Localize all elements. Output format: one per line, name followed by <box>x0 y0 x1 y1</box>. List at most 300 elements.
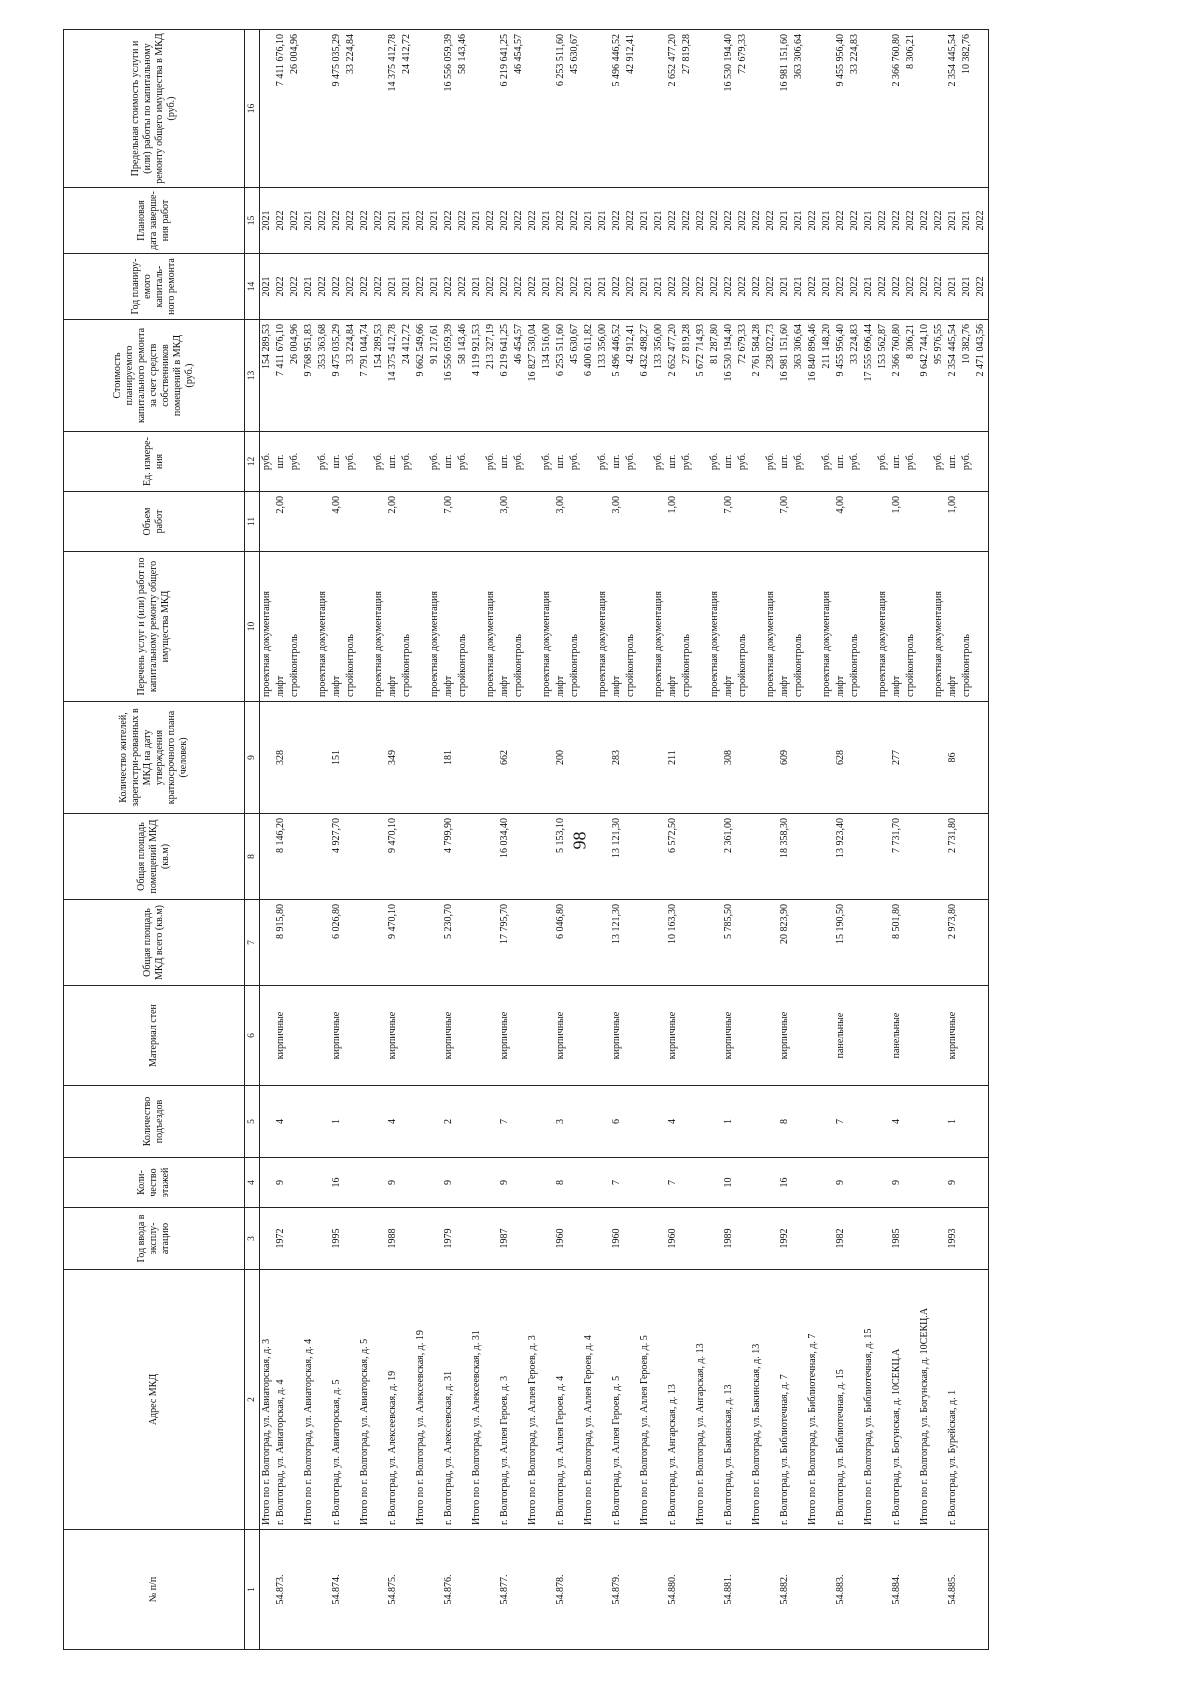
repair-year: 2021 <box>387 276 398 297</box>
address-cell <box>722 1270 778 1530</box>
empty-line <box>932 496 946 547</box>
total-area-cell <box>946 900 989 986</box>
empty-line <box>708 1090 722 1153</box>
unit: руб. <box>485 452 496 471</box>
repair-cost: 154 289,53 <box>261 324 272 369</box>
empty-line <box>372 1090 386 1153</box>
empty-line <box>764 904 778 981</box>
work-type: лифт <box>555 675 566 697</box>
empty-line <box>470 1534 484 1645</box>
completion-date-cell <box>330 188 386 254</box>
repair-year: 2022 <box>835 276 846 297</box>
completion-date-cell <box>386 188 442 254</box>
limit-cost: 45 630,67 <box>569 34 580 74</box>
total-area: 6 026,80 <box>331 904 342 939</box>
work-type: стройконтроль <box>401 634 412 697</box>
empty-line <box>624 1090 638 1153</box>
empty-line <box>512 1090 526 1153</box>
completion-date-cell <box>722 188 778 254</box>
empty-line <box>372 1534 386 1645</box>
empty-line <box>582 436 596 487</box>
work-volume <box>792 496 806 547</box>
total-area: 15 190,50 <box>835 904 846 944</box>
address-cell <box>554 1270 610 1530</box>
wall-material: кирпичные <box>331 1011 342 1060</box>
repair-year: 2021 <box>303 276 314 297</box>
wall-material-cell <box>386 986 442 1086</box>
work-type-cell <box>554 552 610 702</box>
year-built-cell <box>498 1208 554 1270</box>
repair-cost: 6 219 641,25 <box>499 324 510 377</box>
empty-line <box>302 496 316 547</box>
repair-year-cell <box>666 254 722 320</box>
limit-cost: 14 375 412,78 <box>387 34 398 92</box>
completion-date: 2022 <box>835 210 846 231</box>
empty-line <box>820 1212 834 1265</box>
year-built: 1979 <box>443 1228 454 1249</box>
floors-count-cell <box>778 1158 834 1208</box>
entrances-count: 6 <box>611 1119 622 1124</box>
total-area-cell <box>554 900 610 986</box>
residents-count: 211 <box>667 750 678 765</box>
empty-line <box>372 990 386 1081</box>
work-volume-cell <box>610 492 666 552</box>
repair-cost: 2 366 760,80 <box>891 324 902 377</box>
column-header: Стоимость планируемого капитального ремонта за счет средств собственников помещений в МКД (руб.) <box>64 320 245 432</box>
rooms-area: 13 923,40 <box>835 818 846 858</box>
table-row <box>442 30 498 1650</box>
limit-cost: 16 530 194,40 <box>723 34 734 92</box>
empty-line <box>820 990 834 1081</box>
empty-line <box>974 904 988 981</box>
work-type: стройконтроль <box>457 634 468 697</box>
unit: руб. <box>597 452 608 471</box>
work-type: стройконтроль <box>345 634 356 697</box>
empty-line <box>638 34 652 183</box>
empty-line <box>918 556 932 697</box>
empty-line <box>876 1274 890 1525</box>
empty-line <box>750 990 764 1081</box>
empty-line <box>806 1162 820 1203</box>
empty-line <box>876 1534 890 1645</box>
empty-line <box>736 990 750 1081</box>
completion-date-cell <box>260 188 275 254</box>
unit: шт. <box>443 454 454 469</box>
repair-year: 2021 <box>261 276 272 297</box>
repair-year: 2022 <box>569 276 580 297</box>
limit-cost: 33 224,83 <box>849 34 860 74</box>
repair-cost: 133 356,00 <box>597 324 608 369</box>
limit-cost: 27 819,28 <box>681 34 692 74</box>
work-volume-cell <box>946 492 989 552</box>
entrances-count: 4 <box>387 1119 398 1124</box>
completion-date: 2022 <box>569 210 580 231</box>
completion-date: 2021 <box>793 210 804 231</box>
repair-year: 2022 <box>457 276 468 297</box>
column-number: 16 <box>245 30 260 188</box>
work-type-cell <box>330 552 386 702</box>
work-type-cell <box>834 552 890 702</box>
empty-line <box>638 990 652 1081</box>
repair-year: 2022 <box>877 276 888 297</box>
empty-line <box>638 1534 652 1645</box>
unit: шт. <box>947 454 958 469</box>
total-area-cell <box>330 900 386 986</box>
column-header: № п/п <box>64 1530 245 1650</box>
empty-line <box>582 990 596 1081</box>
repair-cost-cell <box>610 320 666 432</box>
address-cell <box>890 1270 946 1530</box>
empty-line <box>638 1212 652 1265</box>
residents-count-cell <box>610 702 666 814</box>
completion-date: 2022 <box>275 210 286 231</box>
empty-line <box>638 436 652 487</box>
empty-line <box>806 34 820 183</box>
floors-count: 9 <box>835 1180 846 1185</box>
empty-line <box>526 34 540 183</box>
work-volume <box>568 496 582 547</box>
limit-cost: 33 224,84 <box>345 34 356 74</box>
column-number: 10 <box>245 552 260 702</box>
repair-cost-cell <box>260 320 275 432</box>
limit-cost: 2 354 445,54 <box>947 34 958 87</box>
empty-line <box>540 34 554 183</box>
limit-cost: 10 382,76 <box>961 34 972 74</box>
limit-cost: 6 219 641,25 <box>499 34 510 87</box>
table-row <box>946 30 989 1650</box>
empty-line <box>708 990 722 1081</box>
repair-cost: 2 761 584,28 <box>751 324 762 377</box>
empty-line <box>750 436 764 487</box>
repair-year: 2022 <box>681 276 692 297</box>
repair-year-cell <box>722 254 778 320</box>
empty-line <box>568 990 582 1081</box>
repair-year: 2022 <box>723 276 734 297</box>
total-area-cell <box>778 900 834 986</box>
unit: шт. <box>779 454 790 469</box>
empty-line <box>862 1212 876 1265</box>
floors-count: 16 <box>779 1177 790 1188</box>
wall-material: кирпичные <box>667 1011 678 1060</box>
empty-line <box>582 818 596 895</box>
completion-date: 2022 <box>695 210 706 231</box>
repair-year: 2021 <box>429 276 440 297</box>
empty-line <box>526 1090 540 1153</box>
empty-line <box>904 706 918 809</box>
residents-count: 662 <box>499 750 510 765</box>
empty-line <box>680 1274 694 1525</box>
limit-cost-cell <box>442 30 498 188</box>
repair-year-cell <box>890 254 946 320</box>
residents-count: 283 <box>611 750 622 765</box>
empty-line <box>414 818 428 895</box>
unit: шт. <box>891 454 902 469</box>
work-type-cell <box>946 552 989 702</box>
column-number: 7 <box>245 900 260 986</box>
completion-date: 2022 <box>751 210 762 231</box>
wall-material: кирпичные <box>947 1011 958 1060</box>
entrances-count-cell <box>274 1086 330 1158</box>
column-number: 3 <box>245 1208 260 1270</box>
residents-count-cell <box>666 702 722 814</box>
repair-year: 2022 <box>345 276 356 297</box>
completion-date: 2022 <box>485 210 496 231</box>
total-label: Итого по г. Волгоград, ул. Аллея Героев, д. 4 <box>583 1335 594 1525</box>
column-header: Перечень услуг и (или) работ по капитальному ремонту общего имущества МКД <box>64 552 245 702</box>
completion-date: 2022 <box>765 210 776 231</box>
empty-line <box>540 1534 554 1645</box>
empty-line <box>680 706 694 809</box>
unit: шт. <box>723 454 734 469</box>
wall-material-cell <box>274 986 330 1086</box>
repair-cost: 9 662 549,66 <box>415 324 426 377</box>
repair-year: 2021 <box>653 276 664 297</box>
empty-line <box>862 904 876 981</box>
rooms-area: 6 572,50 <box>667 818 678 853</box>
empty-line <box>484 1534 498 1645</box>
empty-line <box>694 904 708 981</box>
empty-line <box>596 1534 610 1645</box>
empty-line <box>792 904 806 981</box>
total-label: Итого по г. Волгоград, ул. Богунская, д. 10СЕКЦ.А <box>919 1307 930 1525</box>
repair-year-cell <box>498 254 554 320</box>
work-volume-cell <box>890 492 946 552</box>
empty-line <box>624 1212 638 1265</box>
entrances-count: 4 <box>667 1119 678 1124</box>
empty-line <box>820 1534 834 1645</box>
wall-material-cell <box>890 986 946 1086</box>
empty-line <box>512 1274 526 1525</box>
record-number: 54.877. <box>499 1574 510 1605</box>
repair-year: 2022 <box>919 276 930 297</box>
repair-year: 2022 <box>513 276 524 297</box>
repair-year: 2021 <box>821 276 832 297</box>
rooms-area: 4 799,90 <box>443 818 454 853</box>
empty-line <box>414 34 428 183</box>
empty-line <box>764 1534 778 1645</box>
column-number: 6 <box>245 986 260 1086</box>
column-number: 13 <box>245 320 260 432</box>
work-type-cell <box>260 552 275 702</box>
unit: руб. <box>961 452 972 471</box>
column-number: 11 <box>245 492 260 552</box>
empty-line <box>862 706 876 809</box>
floors-count: 7 <box>667 1180 678 1185</box>
empty-line <box>750 706 764 809</box>
empty-line <box>582 706 596 809</box>
floors-count-cell <box>260 1158 275 1208</box>
empty-line <box>414 1162 428 1203</box>
empty-line <box>470 436 484 487</box>
empty-line <box>302 904 316 981</box>
completion-date: 2021 <box>863 210 874 231</box>
empty-line <box>708 1162 722 1203</box>
repair-year: 2021 <box>541 276 552 297</box>
wall-material: панельные <box>891 1012 902 1059</box>
floors-count-cell <box>890 1158 946 1208</box>
work-type: стройконтроль <box>625 634 636 697</box>
empty-line <box>344 904 358 981</box>
limit-cost-cell <box>890 30 946 188</box>
empty-line <box>484 496 498 547</box>
floors-count-cell <box>666 1158 722 1208</box>
repair-year-cell <box>330 254 386 320</box>
empty-line <box>904 990 918 1081</box>
address-cell <box>666 1270 722 1530</box>
repair-cost: 16 840 896,46 <box>807 324 818 382</box>
empty-line <box>708 818 722 895</box>
unit-cell <box>330 432 386 492</box>
empty-line <box>288 1090 302 1153</box>
empty-line <box>862 990 876 1081</box>
unit: руб. <box>905 452 916 471</box>
empty-line <box>904 1534 918 1645</box>
empty-line <box>904 1090 918 1153</box>
column-number: 12 <box>245 432 260 492</box>
address: г. Волгоград, ул. Аллея Героев, д. 5 <box>611 1375 622 1525</box>
unit: шт. <box>331 454 342 469</box>
empty-line <box>792 706 806 809</box>
empty-line <box>708 496 722 547</box>
empty-line <box>428 818 442 895</box>
limit-cost: 6 253 511,60 <box>555 34 566 87</box>
empty-line <box>358 1090 372 1153</box>
repair-cost: 10 382,76 <box>961 324 972 364</box>
table-row <box>834 30 890 1650</box>
empty-line <box>372 34 386 183</box>
repair-cost: 153 562,87 <box>877 324 888 369</box>
work-volume: 4,00 <box>331 496 342 514</box>
wall-material: кирпичные <box>275 1011 286 1060</box>
empty-line <box>540 1162 554 1203</box>
work-type: лифт <box>331 675 342 697</box>
completion-date-cell <box>498 188 554 254</box>
empty-line <box>358 990 372 1081</box>
repair-year: 2021 <box>961 276 972 297</box>
completion-date: 2021 <box>261 210 272 231</box>
empty-line <box>540 904 554 981</box>
empty-line <box>876 1162 890 1203</box>
repair-year: 2022 <box>527 276 538 297</box>
empty-line <box>750 556 764 697</box>
empty-line <box>540 1090 554 1153</box>
column-header: Адрес МКД <box>64 1270 245 1530</box>
empty-line <box>820 904 834 981</box>
empty-line <box>358 436 372 487</box>
limit-cost-cell <box>554 30 610 188</box>
empty-line <box>918 1212 932 1265</box>
record-number-cell <box>554 1530 610 1650</box>
limit-cost: 16 981 151,60 <box>779 34 790 92</box>
empty-line <box>848 1274 862 1525</box>
record-number-cell <box>778 1530 834 1650</box>
floors-count-cell <box>946 1158 989 1208</box>
completion-date-cell <box>778 188 834 254</box>
empty-line <box>540 818 554 895</box>
work-volume: 2,00 <box>387 496 398 514</box>
work-type: проектная документация <box>429 591 440 697</box>
empty-line <box>582 1162 596 1203</box>
limit-cost-cell <box>274 30 330 188</box>
empty-line <box>848 1090 862 1153</box>
unit: руб. <box>289 452 300 471</box>
completion-date: 2022 <box>933 210 944 231</box>
empty-line <box>526 496 540 547</box>
empty-line <box>764 496 778 547</box>
year-built: 1993 <box>947 1228 958 1249</box>
empty-line <box>736 706 750 809</box>
work-volume-cell <box>722 492 778 552</box>
unit: руб. <box>709 452 720 471</box>
rooms-area-cell <box>442 814 498 900</box>
wall-material-cell <box>834 986 890 1086</box>
unit-cell <box>722 432 778 492</box>
empty-line <box>344 1162 358 1203</box>
completion-date: 2021 <box>583 210 594 231</box>
repair-year: 2022 <box>289 276 300 297</box>
empty-line <box>932 818 946 895</box>
record-number-cell <box>946 1530 989 1650</box>
total-area-cell <box>890 900 946 986</box>
empty-line <box>876 1090 890 1153</box>
empty-line <box>652 706 666 809</box>
completion-date-cell <box>946 188 989 254</box>
empty-line <box>792 1274 806 1525</box>
empty-line <box>806 818 820 895</box>
repair-year: 2022 <box>415 276 426 297</box>
repair-cost: 134 516,00 <box>541 324 552 369</box>
empty-line <box>400 1534 414 1645</box>
empty-line <box>904 818 918 895</box>
empty-line <box>428 1090 442 1153</box>
total-area: 13 121,30 <box>611 904 622 944</box>
work-type-cell <box>610 552 666 702</box>
empty-line <box>484 706 498 809</box>
work-type: проектная документация <box>541 591 552 697</box>
repair-year: 2021 <box>639 276 650 297</box>
year-built-cell <box>946 1208 989 1270</box>
unit: руб. <box>373 452 384 471</box>
repair-cost: 7 411 676,10 <box>275 324 286 377</box>
wall-material-cell <box>330 986 386 1086</box>
repair-year: 2022 <box>695 276 706 297</box>
work-volume <box>624 496 638 547</box>
entrances-count: 4 <box>275 1119 286 1124</box>
empty-line <box>358 904 372 981</box>
continuation-row <box>260 30 275 1650</box>
work-type: проектная документация <box>261 591 272 697</box>
repair-year: 2022 <box>751 276 762 297</box>
repair-cost: 72 679,33 <box>737 324 748 364</box>
year-built: 1988 <box>387 1228 398 1249</box>
repair-cost: 9 768 951,83 <box>303 324 314 377</box>
rooms-area-cell <box>260 814 275 900</box>
work-type: стройконтроль <box>569 634 580 697</box>
empty-line <box>876 1212 890 1265</box>
empty-line <box>694 34 708 183</box>
empty-line <box>820 34 834 183</box>
repair-cost: 17 555 696,44 <box>863 324 874 382</box>
empty-line <box>288 1212 302 1265</box>
capital-repair-table <box>63 29 989 1650</box>
record-number-cell <box>498 1530 554 1650</box>
empty-line <box>456 1090 470 1153</box>
column-header: Год планиру-емого капиталь-ного ремонта <box>64 254 245 320</box>
empty-line <box>288 1162 302 1203</box>
work-volume-cell <box>666 492 722 552</box>
address-cell <box>260 1270 275 1530</box>
empty-line <box>736 1162 750 1203</box>
